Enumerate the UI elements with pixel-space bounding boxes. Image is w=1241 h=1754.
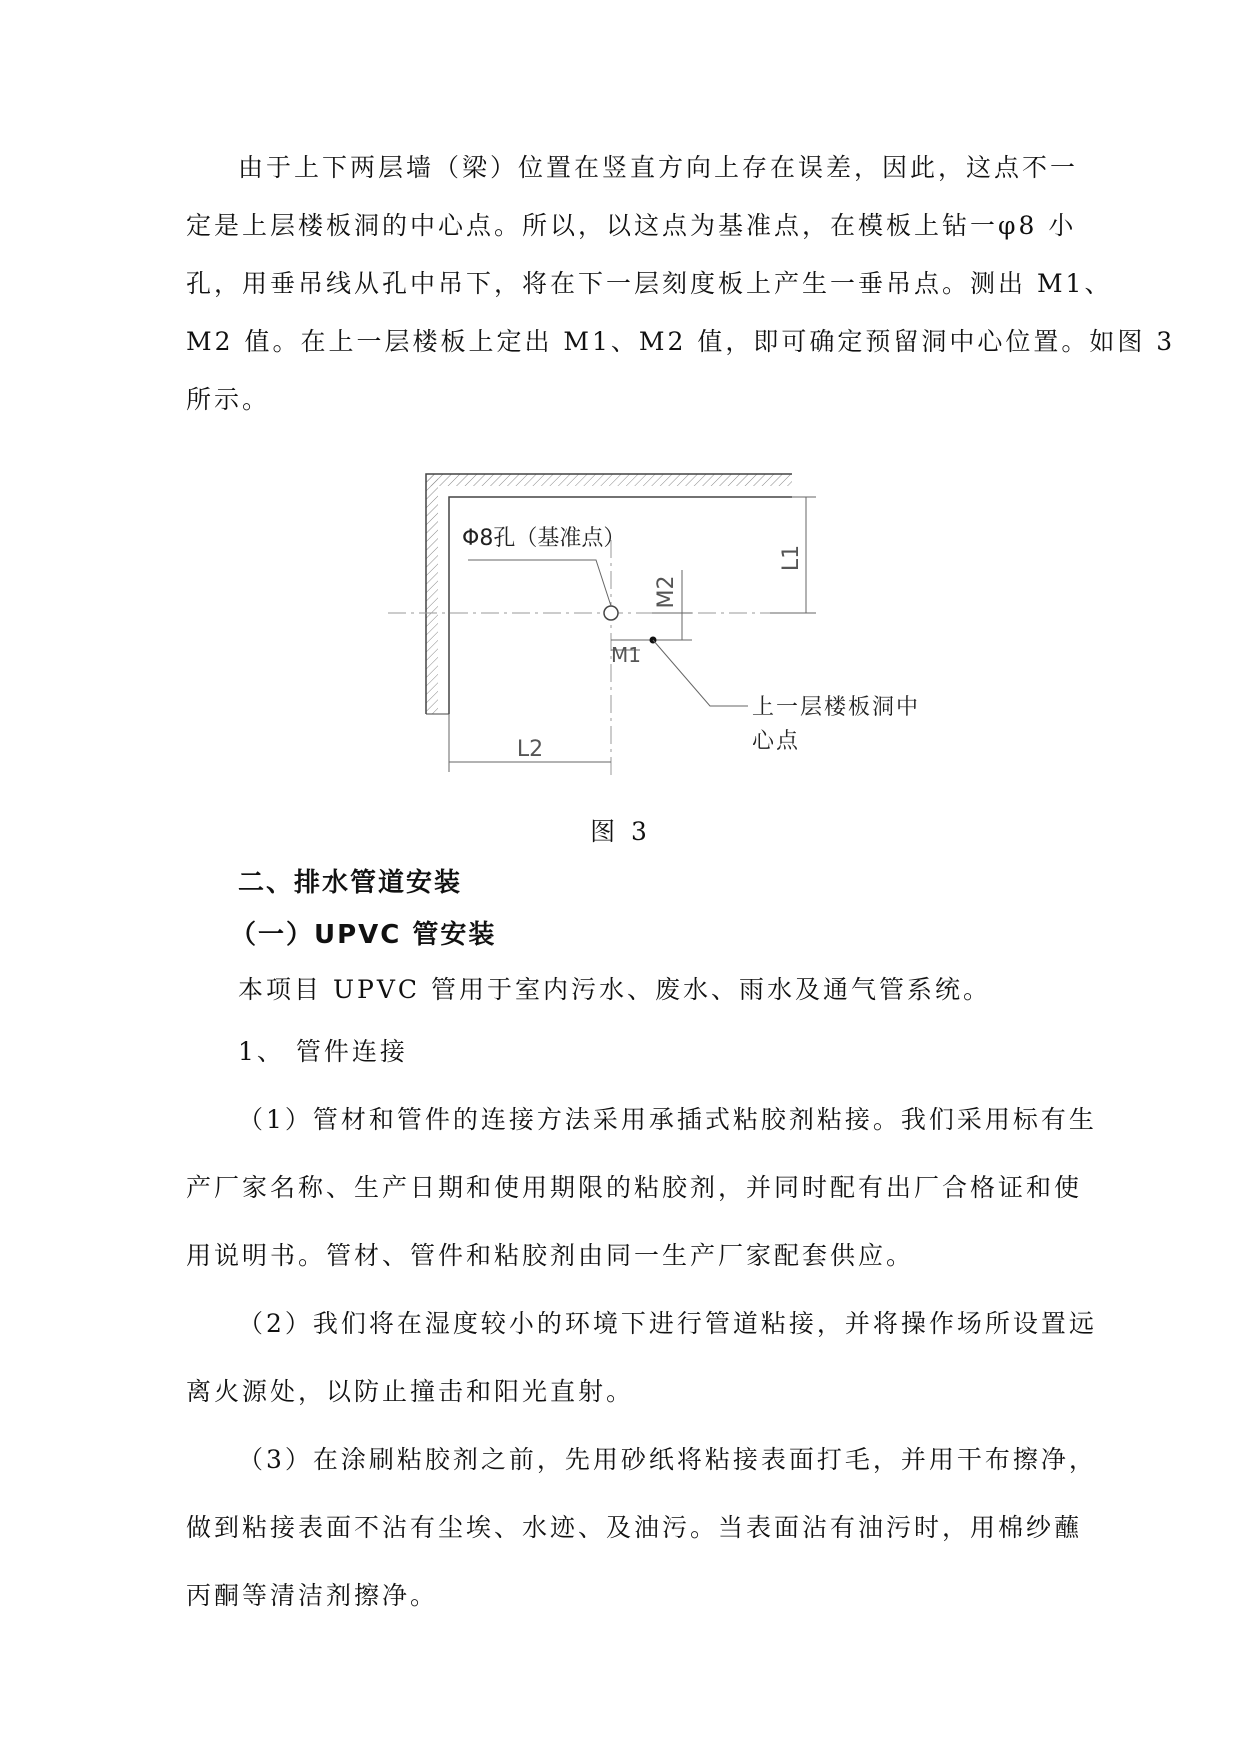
dim-L2	[449, 714, 611, 772]
intro-line-2: 定是上层楼板洞的中心点。所以，以这点为基准点，在模板上钻一φ8 小	[186, 211, 1077, 240]
p3-line-2: 做到粘接表面不沾有尘埃、水迹、及油污。当表面沾有油污时，用棉纱蘸	[186, 1513, 1083, 1542]
intro-line-1: 由于上下两层墙（梁）位置在竖直方向上存在误差，因此，这点不一	[238, 153, 1079, 182]
dim-M2-label: M2	[654, 575, 679, 609]
p2-line-2: 离火源处，以防止撞击和阳光直射。	[186, 1377, 635, 1406]
p1-line-3: 用说明书。管材、管件和粘胶剂由同一生产厂家配套供应。	[186, 1241, 915, 1270]
hole-leader-line	[468, 560, 611, 606]
wall-hatch	[426, 474, 792, 714]
section-subtitle: （一）UPVC 管安装	[230, 920, 497, 950]
figure-caption: 图 3	[590, 817, 651, 846]
dim-M1-label: M1	[611, 643, 641, 667]
dim-L2-label: L2	[516, 737, 544, 762]
intro-line-4: M2 值。在上一层楼板上定出 M1、M2 值，即可确定预留洞中心位置。如图 3	[186, 327, 1176, 356]
dim-M1	[611, 640, 652, 667]
center-leader-line	[653, 640, 748, 706]
p3-line-1: （3）在涂刷粘胶剂之前，先用砂纸将粘接表面打毛，并用干布擦净，	[238, 1445, 1097, 1474]
center-label-line-2: 心点	[752, 729, 801, 754]
dim-L1	[770, 497, 816, 613]
scope-text: 本项目 UPVC 管用于室内污水、废水、雨水及通气管系统。	[238, 975, 991, 1004]
reference-hole-circle	[604, 606, 618, 620]
intro-line-3: 孔，用垂吊线从孔中吊下，将在下一层刻度板上产生一垂吊点。测出 M1、	[186, 269, 1113, 298]
figure-3-diagram	[0, 450, 1241, 790]
item-title: 1、 管件连接	[238, 1037, 408, 1066]
p2-line-1: （2）我们将在湿度较小的环境下进行管道粘接，并将操作场所设置远	[238, 1309, 1097, 1338]
hole-label: Φ8孔（基准点）	[462, 526, 626, 551]
p1-line-2: 产厂家名称、生产日期和使用期限的粘胶剂，并同时配有出厂合格证和使	[186, 1173, 1083, 1202]
dim-L1-label: L1	[779, 544, 804, 572]
dim-M2	[652, 570, 692, 640]
p3-line-3: 丙酮等清洁剂擦净。	[186, 1581, 439, 1610]
intro-line-5: 所示。	[186, 385, 271, 414]
center-label-line-1: 上一层楼板洞中	[752, 695, 921, 720]
section-title: 二、排水管道安装	[238, 868, 463, 898]
p1-line-1: （1）管材和管件的连接方法采用承插式粘胶剂粘接。我们采用标有生	[238, 1105, 1097, 1134]
